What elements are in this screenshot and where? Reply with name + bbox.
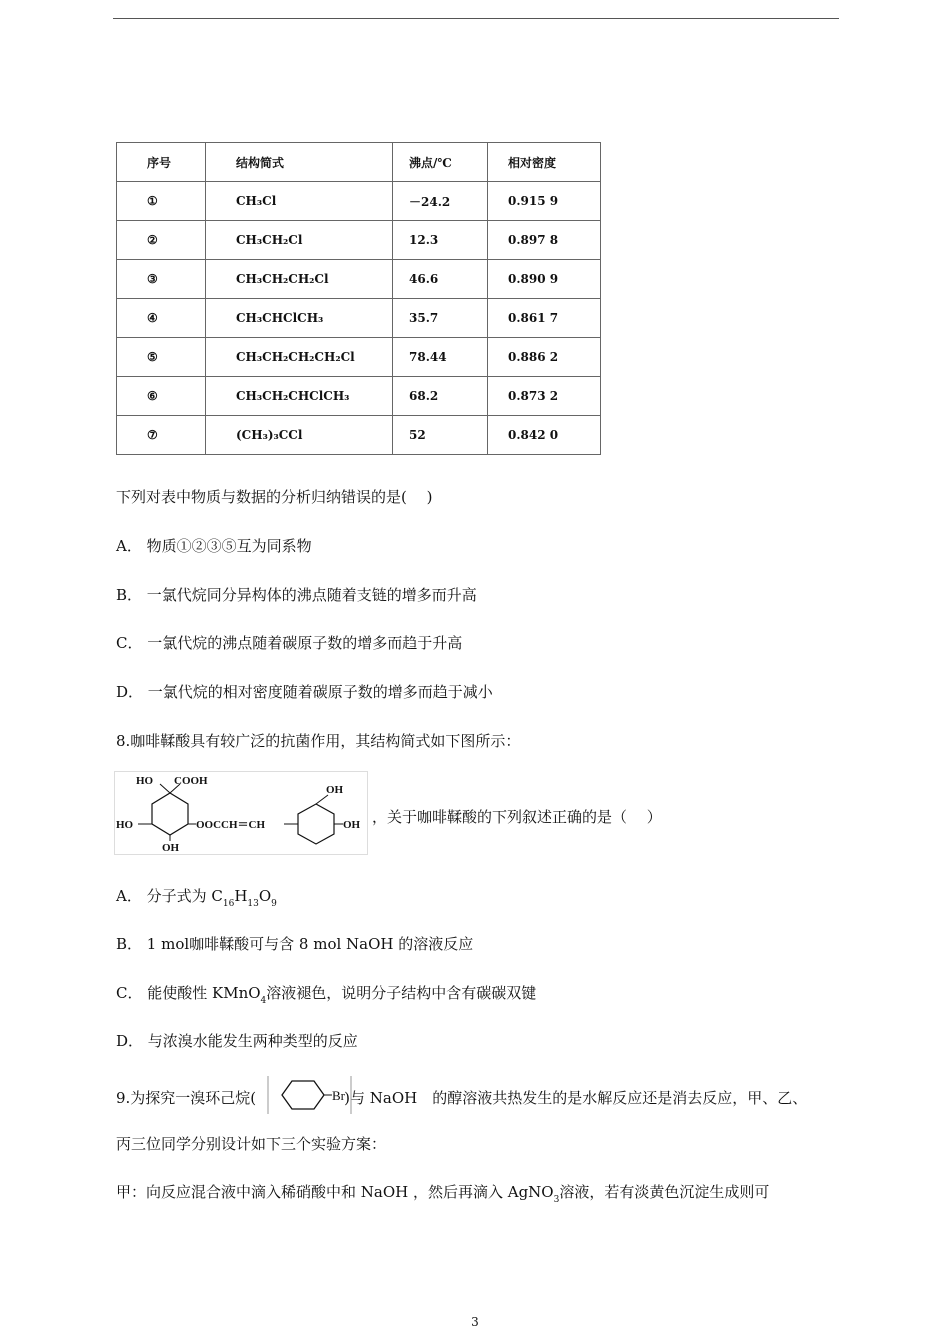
data-table [116, 142, 601, 455]
table-row [117, 221, 601, 260]
mol-label: HO [116, 819, 134, 831]
q7-option-b: B． 一氯代烷同分异构体的沸点随着支链的增多而升高 [116, 586, 477, 604]
q9-stem-suffix: )与 NaOH 的醇溶液共热发生的是水解反应还是消去反应，甲、乙、 [344, 1089, 808, 1107]
q8-stem: 8.咖啡鞣酸具有较广泛的抗菌作用，其结构简式如下图所示： [116, 732, 521, 750]
q8-c-suffix: 溶液褪色，说明分子结构中含有碳碳双键 [266, 984, 537, 1002]
table-cell: 0.842 0 [488, 416, 601, 455]
q8-a-prefix: A． 分子式为 C [116, 887, 223, 905]
header-cell: 结构简式 [206, 143, 393, 182]
table-cell: 78.44 [393, 338, 488, 377]
q9-jia-prefix: 甲：向反应混合液中滴入稀硝酸中和 NaOH ，然后再滴入 AgNO [116, 1183, 554, 1201]
table-cell: 0.873 2 [488, 377, 601, 416]
table-cell: CH₃CHClCH₃ [206, 299, 393, 338]
table-cell: ⑦ [117, 416, 206, 455]
q9-line2: 丙三位同学分别设计如下三个实验方案： [116, 1135, 387, 1153]
subscript: 16 [222, 899, 235, 909]
table-cell: ④ [117, 299, 206, 338]
table-cell: CH₃Cl [206, 182, 393, 221]
table-row [117, 260, 601, 299]
q8-option-d: D． 与浓溴水能发生两种类型的反应 [116, 1032, 358, 1050]
q7-option-c: C． 一氯代烷的沸点随着碳原子数的增多而趋于升高 [116, 634, 463, 652]
table-cell: －24.2 [393, 182, 488, 221]
table-row [117, 416, 601, 455]
bromocyclohexane-structure [266, 1075, 352, 1115]
page-number: 3 [471, 1315, 479, 1329]
table-cell: 35.7 [393, 299, 488, 338]
table-cell: CH₃CH₂CH₂Cl [206, 260, 393, 299]
subscript: 3 [553, 1195, 560, 1205]
caffeotannic-acid-structure [114, 771, 368, 855]
table-cell: 52 [393, 416, 488, 455]
table-cell: (CH₃)₃CCl [206, 416, 393, 455]
q9-stem [116, 1087, 807, 1108]
mol-label: OH [326, 784, 344, 796]
table-cell: 12.3 [393, 221, 488, 260]
table-cell: 0.915 9 [488, 182, 601, 221]
mol-label: HO [136, 775, 154, 787]
q8-option-c [116, 982, 537, 1006]
q8-option-a [116, 885, 277, 909]
mol-label: OH [343, 819, 361, 831]
table-cell: ⑥ [117, 377, 206, 416]
table-cell: ② [117, 221, 206, 260]
q8-c-prefix: C． 能使酸性 KMnO [116, 984, 261, 1002]
subscript: 9 [271, 899, 277, 909]
element-symbol: O [258, 887, 272, 905]
header-cell: 沸点/℃ [393, 143, 488, 182]
table-cell: ③ [117, 260, 206, 299]
table-cell: 68.2 [393, 377, 488, 416]
table-cell: 0.897 8 [488, 221, 601, 260]
q8-stem-continued: ，关于咖啡鞣酸的下列叙述正确的是（ ） [372, 808, 662, 826]
table-cell: 0.890 9 [488, 260, 601, 299]
header-rule [113, 18, 839, 19]
table-cell: 46.6 [393, 260, 488, 299]
q9-stem-prefix: 9.为探究一溴环己烷( [116, 1089, 257, 1107]
table-cell: CH₃CH₂Cl [206, 221, 393, 260]
table-cell: CH₃CH₂CHClCH₃ [206, 377, 393, 416]
mol-label: COOH [174, 775, 208, 787]
q9-jia-suffix: 溶液，若有淡黄色沉淀生成则可 [559, 1183, 770, 1201]
table-row [117, 182, 601, 221]
q7-option-d: D． 一氯代烷的相对密度随着碳原子数的增多而趋于减小 [116, 683, 493, 701]
mol-label: Br [332, 1088, 345, 1103]
subscript: 13 [247, 899, 259, 909]
q8-option-b: B． 1 mol咖啡鞣酸可与含 8 mol NaOH 的溶液反应 [116, 935, 474, 953]
table-row [117, 377, 601, 416]
header-cell: 序号 [117, 143, 206, 182]
q7-stem: 下列对表中物质与数据的分析归纳错误的是( ) [116, 488, 433, 506]
table-header-row [117, 143, 601, 182]
table-cell: ① [117, 182, 206, 221]
q7-option-a: A． 物质①②③⑤互为同系物 [116, 537, 312, 555]
subscript: 4 [260, 996, 267, 1006]
table-row [117, 299, 601, 338]
table-row [117, 338, 601, 377]
table-cell: 0.861 7 [488, 299, 601, 338]
header-cell: 相对密度 [488, 143, 601, 182]
mol-label: OH [162, 842, 180, 854]
q9-jia-line [116, 1181, 770, 1205]
table-cell: ⑤ [117, 338, 206, 377]
mol-label: OOCCH＝CH [196, 819, 266, 831]
element-symbol: H [234, 887, 248, 905]
table-cell: 0.886 2 [488, 338, 601, 377]
table-cell: CH₃CH₂CH₂CH₂Cl [206, 338, 393, 377]
